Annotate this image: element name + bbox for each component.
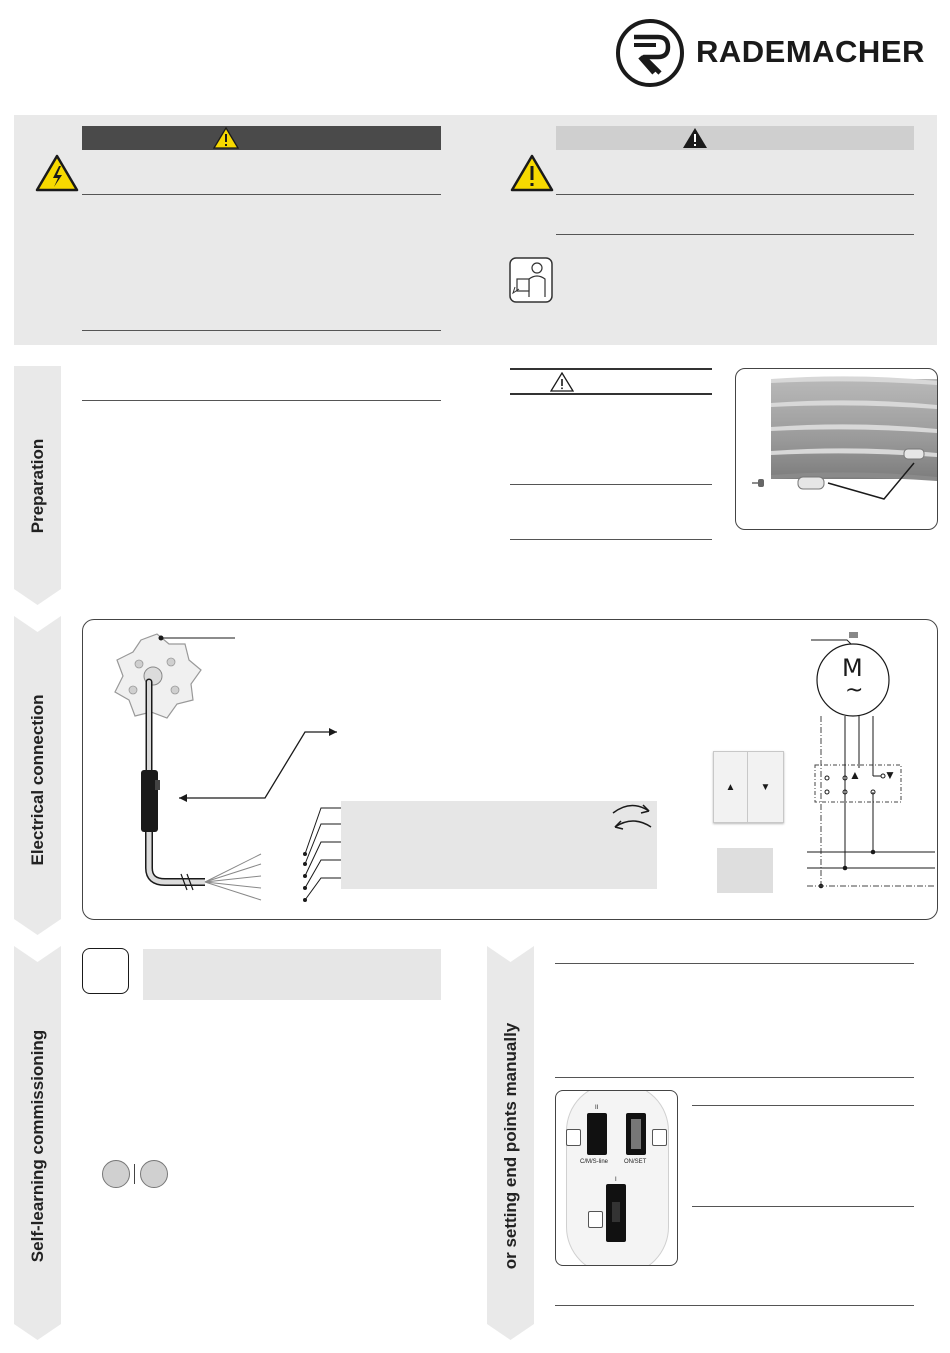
top-mark: II xyxy=(595,1105,599,1111)
motor-cable-drawing xyxy=(83,620,343,919)
divider xyxy=(510,484,712,485)
on-set-label: ON/SET xyxy=(624,1159,647,1165)
warning-header-bar xyxy=(556,126,914,150)
motor-tilde: ~ xyxy=(845,678,864,703)
electrical-heading: Electrical connection xyxy=(28,694,47,866)
brand-logo-icon xyxy=(614,17,686,89)
wiring-panel xyxy=(82,619,938,920)
slide-switch[interactable] xyxy=(606,1184,626,1242)
caution-icon xyxy=(510,154,554,192)
c-m-s-line-label: C/M/S-line xyxy=(580,1159,609,1165)
divider xyxy=(692,1105,914,1106)
tab-notch xyxy=(487,946,534,962)
tab-arrow xyxy=(14,919,61,935)
self-learning-heading: Self-learning commissioning xyxy=(28,1029,47,1263)
caution-outline-icon xyxy=(550,372,574,392)
shutter-illustration xyxy=(735,368,938,530)
divider xyxy=(510,539,712,540)
on-set-button[interactable] xyxy=(626,1113,646,1155)
brand-name: RADEMACHER xyxy=(696,34,925,69)
warning-triangle-icon xyxy=(682,127,708,149)
circuit-down-symbol: ▼ xyxy=(884,768,896,782)
tab-arrow xyxy=(14,1324,61,1340)
divider xyxy=(555,1305,914,1306)
led-left-icon xyxy=(102,1160,130,1188)
caution-rule xyxy=(510,393,712,395)
manual-heading: or setting end points manually xyxy=(501,1022,520,1270)
led-right-icon xyxy=(140,1160,168,1188)
grey-placeholder-box xyxy=(717,848,773,893)
divider xyxy=(82,330,441,331)
tab-arrow xyxy=(14,589,61,605)
warning-triangle-icon xyxy=(213,127,239,149)
divider xyxy=(82,194,441,195)
wire-legend-box xyxy=(341,801,657,889)
setting-device-illustration xyxy=(555,1090,678,1266)
caution-rule xyxy=(510,368,712,370)
brand-logo xyxy=(614,17,944,89)
shutter-slats-image xyxy=(736,369,937,529)
circuit-diagram xyxy=(807,628,937,918)
divider xyxy=(692,1206,914,1207)
tab-notch xyxy=(14,616,61,632)
step-title-box xyxy=(143,949,441,1000)
divider xyxy=(555,1077,914,1078)
slide-switch-knob xyxy=(612,1202,620,1222)
motor-symbol: M xyxy=(842,654,863,682)
divider xyxy=(555,963,914,964)
switch-up-key[interactable]: ▲ xyxy=(714,752,748,822)
wall-switch xyxy=(713,751,784,823)
callout-box-left xyxy=(566,1129,581,1146)
divider xyxy=(556,234,914,235)
callout-box-bottom xyxy=(588,1211,603,1228)
mid-mark: I xyxy=(615,1177,617,1183)
callout-box-right xyxy=(652,1129,667,1146)
electric-shock-icon xyxy=(35,154,79,192)
switch-down-key[interactable]: ▼ xyxy=(760,781,771,793)
divider xyxy=(82,400,441,401)
c-m-s-line-button[interactable] xyxy=(587,1113,607,1155)
divider xyxy=(556,194,914,195)
led-separator xyxy=(134,1164,135,1184)
tab-notch xyxy=(14,946,61,962)
led-indicator xyxy=(102,1160,168,1188)
circuit-up-symbol: ▲ xyxy=(849,768,861,782)
read-manual-icon xyxy=(509,257,553,303)
tab-arrow xyxy=(487,1324,534,1340)
on-set-button-window xyxy=(631,1119,641,1149)
preparation-heading: Preparation xyxy=(28,438,47,534)
danger-header-bar xyxy=(82,126,441,150)
rotation-arrows-icon xyxy=(609,801,655,835)
step-number-box xyxy=(82,948,129,994)
